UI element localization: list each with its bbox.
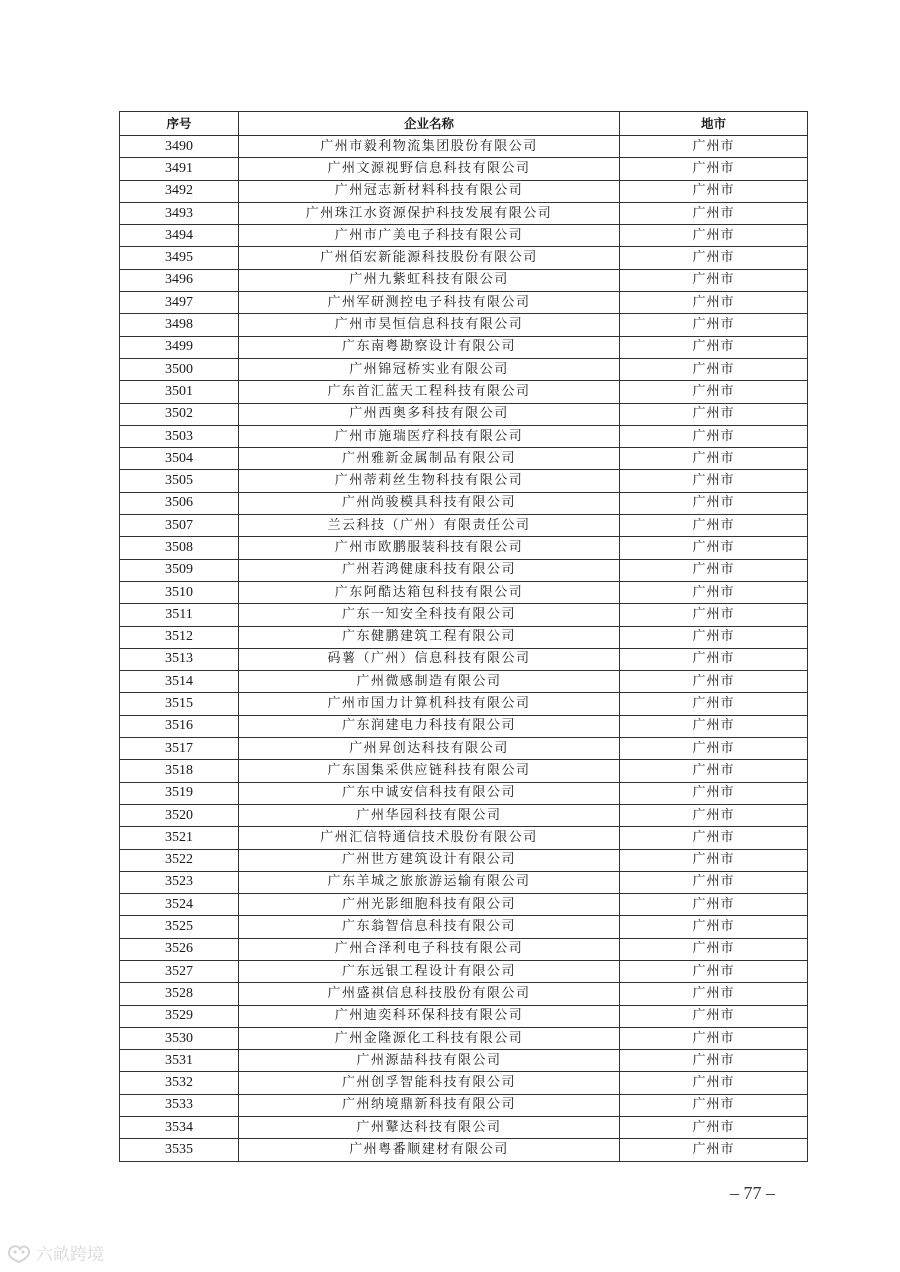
table-row <box>120 760 808 782</box>
row-serial-number: 3524 <box>120 894 239 916</box>
row-city: 广州市 <box>620 648 808 670</box>
row-company-name: 广州若鸿健康科技有限公司 <box>239 559 620 581</box>
company-table-container <box>119 111 807 1162</box>
row-company-name: 广州市毅利物流集团股份有限公司 <box>239 136 620 158</box>
table-row <box>120 314 808 336</box>
table-row <box>120 715 808 737</box>
row-company-name: 广州迪奕科环保科技有限公司 <box>239 1005 620 1027</box>
row-serial-number: 3499 <box>120 336 239 358</box>
row-city: 广州市 <box>620 738 808 760</box>
row-company-name: 广州佰宏新能源科技股份有限公司 <box>239 247 620 269</box>
row-company-name: 广州盛祺信息科技股份有限公司 <box>239 983 620 1005</box>
table-row <box>120 537 808 559</box>
table-row <box>120 269 808 291</box>
row-city: 广州市 <box>620 559 808 581</box>
table-row <box>120 403 808 425</box>
row-company-name: 兰云科技（广州）有限责任公司 <box>239 515 620 537</box>
header-city: 地市 <box>620 112 808 136</box>
row-company-name: 广东翁智信息科技有限公司 <box>239 916 620 938</box>
row-serial-number: 3495 <box>120 247 239 269</box>
watermark-text: 六畝跨境 <box>36 1245 104 1265</box>
row-serial-number: 3513 <box>120 648 239 670</box>
row-company-name: 广州军研测控电子科技有限公司 <box>239 292 620 314</box>
row-company-name: 广州冠志新材料科技有限公司 <box>239 180 620 202</box>
row-company-name: 广州锦冠桥实业有限公司 <box>239 358 620 380</box>
row-company-name: 广东首汇蓝天工程科技有限公司 <box>239 381 620 403</box>
table-row <box>120 1117 808 1139</box>
company-table <box>119 111 808 1162</box>
row-serial-number: 3517 <box>120 738 239 760</box>
table-row <box>120 916 808 938</box>
row-company-name: 广州九紫虹科技有限公司 <box>239 269 620 291</box>
row-company-name: 广东阿酷达箱包科技有限公司 <box>239 581 620 603</box>
row-company-name: 广州粤番顺建材有限公司 <box>239 1139 620 1161</box>
table-row <box>120 693 808 715</box>
row-city: 广州市 <box>620 938 808 960</box>
row-city: 广州市 <box>620 1005 808 1027</box>
row-serial-number: 3534 <box>120 1117 239 1139</box>
table-row <box>120 894 808 916</box>
row-serial-number: 3498 <box>120 314 239 336</box>
row-company-name: 广州市施瑞医疗科技有限公司 <box>239 425 620 447</box>
table-row <box>120 960 808 982</box>
row-company-name: 广州珠江水资源保护科技发展有限公司 <box>239 202 620 224</box>
row-city: 广州市 <box>620 247 808 269</box>
row-city: 广州市 <box>620 492 808 514</box>
row-city: 广州市 <box>620 180 808 202</box>
row-company-name: 广东南粤勘察设计有限公司 <box>239 336 620 358</box>
row-company-name: 广州金隆源化工科技有限公司 <box>239 1027 620 1049</box>
row-city: 广州市 <box>620 448 808 470</box>
table-row <box>120 581 808 603</box>
table-row <box>120 671 808 693</box>
row-serial-number: 3497 <box>120 292 239 314</box>
row-city: 广州市 <box>620 470 808 492</box>
row-serial-number: 3521 <box>120 827 239 849</box>
table-row <box>120 492 808 514</box>
row-serial-number: 3510 <box>120 581 239 603</box>
row-city: 广州市 <box>620 849 808 871</box>
row-serial-number: 3505 <box>120 470 239 492</box>
row-city: 广州市 <box>620 1072 808 1094</box>
table-row <box>120 1050 808 1072</box>
row-serial-number: 3504 <box>120 448 239 470</box>
row-serial-number: 3518 <box>120 760 239 782</box>
row-company-name: 广东一知安全科技有限公司 <box>239 604 620 626</box>
row-serial-number: 3514 <box>120 671 239 693</box>
row-city: 广州市 <box>620 292 808 314</box>
row-serial-number: 3515 <box>120 693 239 715</box>
table-row <box>120 849 808 871</box>
row-company-name: 广州世方建筑设计有限公司 <box>239 849 620 871</box>
row-serial-number: 3503 <box>120 425 239 447</box>
row-company-name: 广州微感制造有限公司 <box>239 671 620 693</box>
row-serial-number: 3511 <box>120 604 239 626</box>
table-row <box>120 827 808 849</box>
row-city: 广州市 <box>620 158 808 180</box>
row-city: 广州市 <box>620 1117 808 1139</box>
row-serial-number: 3530 <box>120 1027 239 1049</box>
row-city: 广州市 <box>620 314 808 336</box>
row-serial-number: 3501 <box>120 381 239 403</box>
row-city: 广州市 <box>620 581 808 603</box>
table-row <box>120 626 808 648</box>
row-city: 广州市 <box>620 425 808 447</box>
row-company-name: 广州鼙达科技有限公司 <box>239 1117 620 1139</box>
row-company-name: 广州尚骏模具科技有限公司 <box>239 492 620 514</box>
row-company-name: 广东国集采供应链科技有限公司 <box>239 760 620 782</box>
table-row <box>120 871 808 893</box>
row-serial-number: 3528 <box>120 983 239 1005</box>
row-company-name: 广州蒂莉丝生物科技有限公司 <box>239 470 620 492</box>
row-city: 广州市 <box>620 202 808 224</box>
row-city: 广州市 <box>620 916 808 938</box>
row-company-name: 广东润建电力科技有限公司 <box>239 715 620 737</box>
row-city: 广州市 <box>620 269 808 291</box>
row-city: 广州市 <box>620 827 808 849</box>
row-company-name: 广州光影细胞科技有限公司 <box>239 894 620 916</box>
row-company-name: 广州西奥多科技有限公司 <box>239 403 620 425</box>
table-row <box>120 1027 808 1049</box>
row-company-name: 广东中诚安信科技有限公司 <box>239 782 620 804</box>
row-city: 广州市 <box>620 1139 808 1161</box>
row-city: 广州市 <box>620 782 808 804</box>
row-company-name: 广州纳境鼎新科技有限公司 <box>239 1094 620 1116</box>
table-row <box>120 292 808 314</box>
table-row <box>120 1139 808 1161</box>
row-serial-number: 3494 <box>120 225 239 247</box>
row-city: 广州市 <box>620 1094 808 1116</box>
row-serial-number: 3506 <box>120 492 239 514</box>
row-serial-number: 3492 <box>120 180 239 202</box>
table-row <box>120 358 808 380</box>
row-city: 广州市 <box>620 804 808 826</box>
row-serial-number: 3526 <box>120 938 239 960</box>
table-row <box>120 1094 808 1116</box>
row-serial-number: 3512 <box>120 626 239 648</box>
row-city: 广州市 <box>620 960 808 982</box>
table-row <box>120 559 808 581</box>
table-row <box>120 448 808 470</box>
table-row <box>120 336 808 358</box>
row-city: 广州市 <box>620 760 808 782</box>
row-company-name: 广州文源视野信息科技有限公司 <box>239 158 620 180</box>
row-serial-number: 3493 <box>120 202 239 224</box>
row-serial-number: 3508 <box>120 537 239 559</box>
table-row <box>120 470 808 492</box>
row-city: 广州市 <box>620 983 808 1005</box>
row-company-name: 广州市广美电子科技有限公司 <box>239 225 620 247</box>
table-row <box>120 938 808 960</box>
row-city: 广州市 <box>620 671 808 693</box>
table-row <box>120 225 808 247</box>
table-row <box>120 804 808 826</box>
row-serial-number: 3520 <box>120 804 239 826</box>
row-company-name: 广州合泽利电子科技有限公司 <box>239 938 620 960</box>
table-row <box>120 648 808 670</box>
row-company-name: 广州雅新金属制品有限公司 <box>239 448 620 470</box>
row-city: 广州市 <box>620 358 808 380</box>
row-serial-number: 3500 <box>120 358 239 380</box>
table-body <box>120 136 808 1162</box>
row-serial-number: 3527 <box>120 960 239 982</box>
row-serial-number: 3531 <box>120 1050 239 1072</box>
row-company-name: 码薯（广州）信息科技有限公司 <box>239 648 620 670</box>
watermark-logo-icon <box>6 1242 32 1264</box>
row-serial-number: 3532 <box>120 1072 239 1094</box>
page-number: – 77 – <box>730 1183 775 1203</box>
table-row <box>120 1072 808 1094</box>
row-city: 广州市 <box>620 403 808 425</box>
row-serial-number: 3496 <box>120 269 239 291</box>
row-company-name: 广州市欧鹏服装科技有限公司 <box>239 537 620 559</box>
row-company-name: 广东羊城之旅旅游运输有限公司 <box>239 871 620 893</box>
row-serial-number: 3509 <box>120 559 239 581</box>
row-serial-number: 3523 <box>120 871 239 893</box>
row-city: 广州市 <box>620 693 808 715</box>
row-city: 广州市 <box>620 381 808 403</box>
row-company-name: 广州市昊恒信息科技有限公司 <box>239 314 620 336</box>
row-city: 广州市 <box>620 604 808 626</box>
row-city: 广州市 <box>620 626 808 648</box>
row-serial-number: 3529 <box>120 1005 239 1027</box>
table-row <box>120 136 808 158</box>
table-row <box>120 738 808 760</box>
row-city: 广州市 <box>620 1027 808 1049</box>
table-row <box>120 983 808 1005</box>
row-city: 广州市 <box>620 336 808 358</box>
row-city: 广州市 <box>620 136 808 158</box>
row-serial-number: 3533 <box>120 1094 239 1116</box>
row-serial-number: 3525 <box>120 916 239 938</box>
row-city: 广州市 <box>620 715 808 737</box>
row-serial-number: 3535 <box>120 1139 239 1161</box>
row-company-name: 广州华园科技有限公司 <box>239 804 620 826</box>
row-company-name: 广东远银工程设计有限公司 <box>239 960 620 982</box>
row-city: 广州市 <box>620 537 808 559</box>
row-company-name: 广州源喆科技有限公司 <box>239 1050 620 1072</box>
table-header-row <box>120 112 808 136</box>
row-city: 广州市 <box>620 894 808 916</box>
watermark <box>6 1240 104 1265</box>
row-serial-number: 3502 <box>120 403 239 425</box>
row-city: 广州市 <box>620 515 808 537</box>
row-serial-number: 3491 <box>120 158 239 180</box>
row-company-name: 广州汇信特通信技术股份有限公司 <box>239 827 620 849</box>
row-serial-number: 3490 <box>120 136 239 158</box>
table-row <box>120 381 808 403</box>
table-row <box>120 247 808 269</box>
row-serial-number: 3519 <box>120 782 239 804</box>
table-row <box>120 515 808 537</box>
row-serial-number: 3507 <box>120 515 239 537</box>
row-company-name: 广州创孚智能科技有限公司 <box>239 1072 620 1094</box>
row-company-name: 广州昇创达科技有限公司 <box>239 738 620 760</box>
row-company-name: 广东健鹏建筑工程有限公司 <box>239 626 620 648</box>
table-row <box>120 180 808 202</box>
table-row <box>120 604 808 626</box>
row-serial-number: 3516 <box>120 715 239 737</box>
row-city: 广州市 <box>620 1050 808 1072</box>
header-serial-number: 序号 <box>120 112 239 136</box>
table-row <box>120 1005 808 1027</box>
table-row <box>120 782 808 804</box>
row-serial-number: 3522 <box>120 849 239 871</box>
table-row <box>120 202 808 224</box>
row-city: 广州市 <box>620 225 808 247</box>
table-row <box>120 158 808 180</box>
row-city: 广州市 <box>620 871 808 893</box>
row-company-name: 广州市国力计算机科技有限公司 <box>239 693 620 715</box>
table-row <box>120 425 808 447</box>
header-company-name: 企业名称 <box>239 112 620 136</box>
